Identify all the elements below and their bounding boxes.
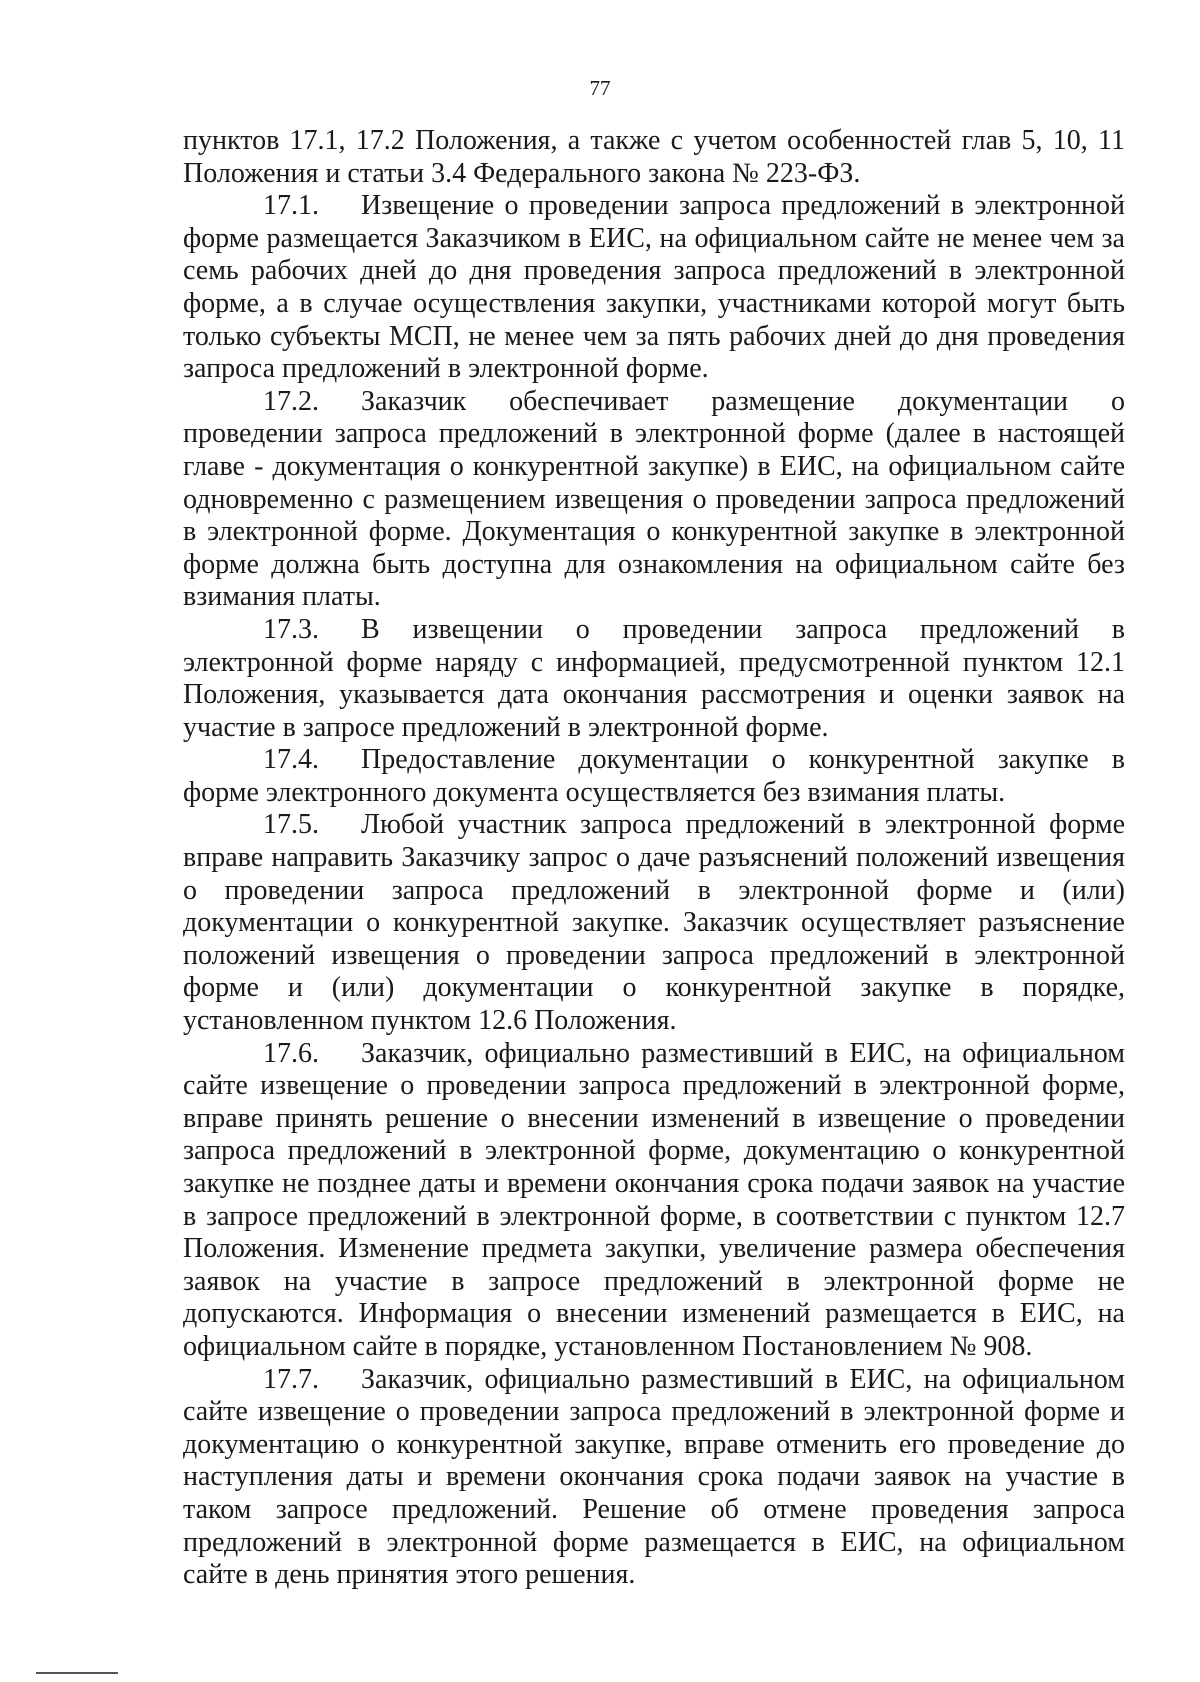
- clause-number: 17.6.: [263, 1037, 319, 1069]
- clause-number: 17.3.: [263, 613, 319, 645]
- clause-17-4: [183, 744, 1125, 809]
- clause-number: 17.5.: [263, 809, 319, 841]
- clause-17-1: [183, 190, 1125, 386]
- clause-number: 17.1.: [263, 190, 319, 222]
- clause-text: В извещении о проведении запроса предложений в электронной форме наряду с информацией, предусмотренной пунктом 12.1 Положения, указывается дата окончания рассмотрения и оценки заявок на участие в запросе предложений в электронной форме.: [183, 613, 1125, 743]
- clause-17-5: [183, 809, 1125, 1037]
- clause-text: Любой участник запроса предложений в электронной форме вправе направить Заказчику запрос о даче разъяснений положений извещения о проведении запроса предложений в электронной форме и (или) документации о конкурентной закупке. Заказчик осуществляет разъяснение положений извещения о проведении запроса предложений в электронной форме и (или) документации о конкурентной закупке в порядке, установленном пунктом 12.6 Положения.: [183, 809, 1125, 1037]
- clause-number: 17.7.: [263, 1363, 319, 1395]
- clause-17-7: [183, 1364, 1125, 1592]
- clause-number: 17.2.: [263, 385, 319, 417]
- clause-text: Предоставление документации о конкурентной закупке в форме электронного документа осуществляется без взимания платы.: [183, 744, 1125, 808]
- clause-number: 17.4.: [263, 744, 319, 776]
- clause-text: Заказчик, официально разместивший в ЕИС, на официальном сайте извещение о проведении запроса предложений в электронной форме, вправе принять решение о внесении изменений в извещение о проведении запроса предложений в электронной форме, документацию о конкурентной закупке не позднее даты и времени окончания срока подачи заявок на участие в запросе предложений в электронной форме, в соответствии с пунктом 12.7 Положения. Изменение предмета закупки, увеличение размера обеспечения заявок на участие в запросе предложений в электронной форме не допускаются. Информация о внесении изменений размещается в ЕИС, на официальном сайте в порядке, установленном Постановлением № 908.: [183, 1037, 1125, 1362]
- document-body: [183, 125, 1125, 1592]
- clause-17-2: [183, 386, 1125, 614]
- scan-edge-mark: [36, 1672, 118, 1674]
- clause-17-6: [183, 1038, 1125, 1364]
- clause-text: Заказчик, официально разместивший в ЕИС, на официальном сайте извещение о проведении запроса предложений в электронной форме и документацию о конкурентной закупке, вправе отменить его проведение до наступления даты и времени окончания срока подачи заявок на участие в таком запросе предложений. Решение об отмене проведения запроса предложений в электронной форме размещается в ЕИС, на официальном сайте в день принятия этого решения.: [183, 1363, 1125, 1591]
- clause-17-3: [183, 614, 1125, 744]
- clause-text: Заказчик обеспечивает размещение документации о проведении запроса предложений в электронной форме (далее в настоящей главе - документация о конкурентной закупке) в ЕИС, на официальном сайте одновременно с размещением извещения о проведении запроса предложений в электронной форме. Документация о конкурентной закупке в электронной форме должна быть доступна для ознакомления на официальном сайте без взимания платы.: [183, 385, 1125, 613]
- clause-text: Извещение о проведении запроса предложений в электронной форме размещается Заказчиком в ЕИС, на официальном сайте не менее чем за семь рабочих дней до дня проведения запроса предложений в электронной форме, а в случае осуществления закупки, участниками которой могут быть только субъекты МСП, не менее чем за пять рабочих дней до дня проведения запроса предложений в электронной форме.: [183, 190, 1125, 385]
- page-number: 77: [589, 76, 611, 100]
- intro-paragraph: пунктов 17.1, 17.2 Положения, а также с учетом особенностей глав 5, 10, 11 Положения и статьи 3.4 Федерального закона № 223-ФЗ.: [183, 125, 1125, 189]
